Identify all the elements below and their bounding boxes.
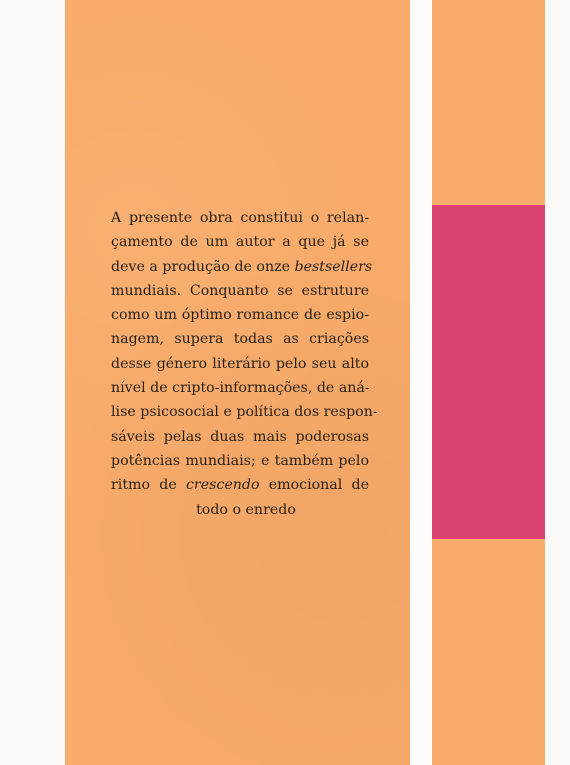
blurb-text: potências mundiais; e também pelo — [111, 452, 369, 469]
blurb-line — [111, 230, 369, 254]
blurb-line — [111, 449, 369, 473]
blurb-text: A presente obra constitui o relan- — [111, 210, 369, 226]
blurb-text: desse género literário pelo seu alto — [111, 355, 369, 372]
blurb-line — [111, 303, 369, 327]
blurb-line — [111, 425, 369, 449]
blurb-text: mundiais. Conquanto se estruture — [111, 282, 369, 299]
blurb-text: nível de cripto-informações, de aná- — [111, 380, 370, 397]
blurb-line — [111, 352, 369, 376]
blurb-line — [111, 327, 369, 351]
left-page-margin — [0, 0, 65, 765]
blurb-text: nagem, supera todas as criações — [111, 331, 369, 348]
spine-color-band — [432, 205, 545, 539]
blurb-text: lise psicosocial e política dos respon- — [111, 404, 378, 421]
blurb-line — [111, 255, 373, 279]
blurb-text: emocional de — [259, 477, 370, 494]
blurb-italic-text: crescendo — [185, 477, 260, 494]
blurb-line — [111, 206, 369, 230]
blurb-line — [111, 400, 378, 424]
blurb-text: ritmo de — [111, 477, 186, 494]
right-page-margin — [545, 0, 570, 765]
blurb-line — [111, 376, 369, 400]
blurb-text: sáveis pelas duas mais poderosas — [111, 428, 369, 445]
blurb-line — [111, 498, 369, 522]
blurb-text: deve a produção de onze — [111, 258, 295, 275]
blurb-text-block — [111, 206, 378, 522]
fold-gutter — [410, 0, 432, 765]
blurb-line — [111, 279, 369, 303]
blurb-line — [111, 473, 369, 497]
blurb-italic-text: bestsellers — [294, 258, 373, 275]
blurb-text: çamento de um autor a que já se — [111, 234, 369, 251]
blurb-text: todo o enredo — [196, 501, 296, 518]
blurb-text: como um óptimo romance de espio- — [111, 307, 369, 324]
